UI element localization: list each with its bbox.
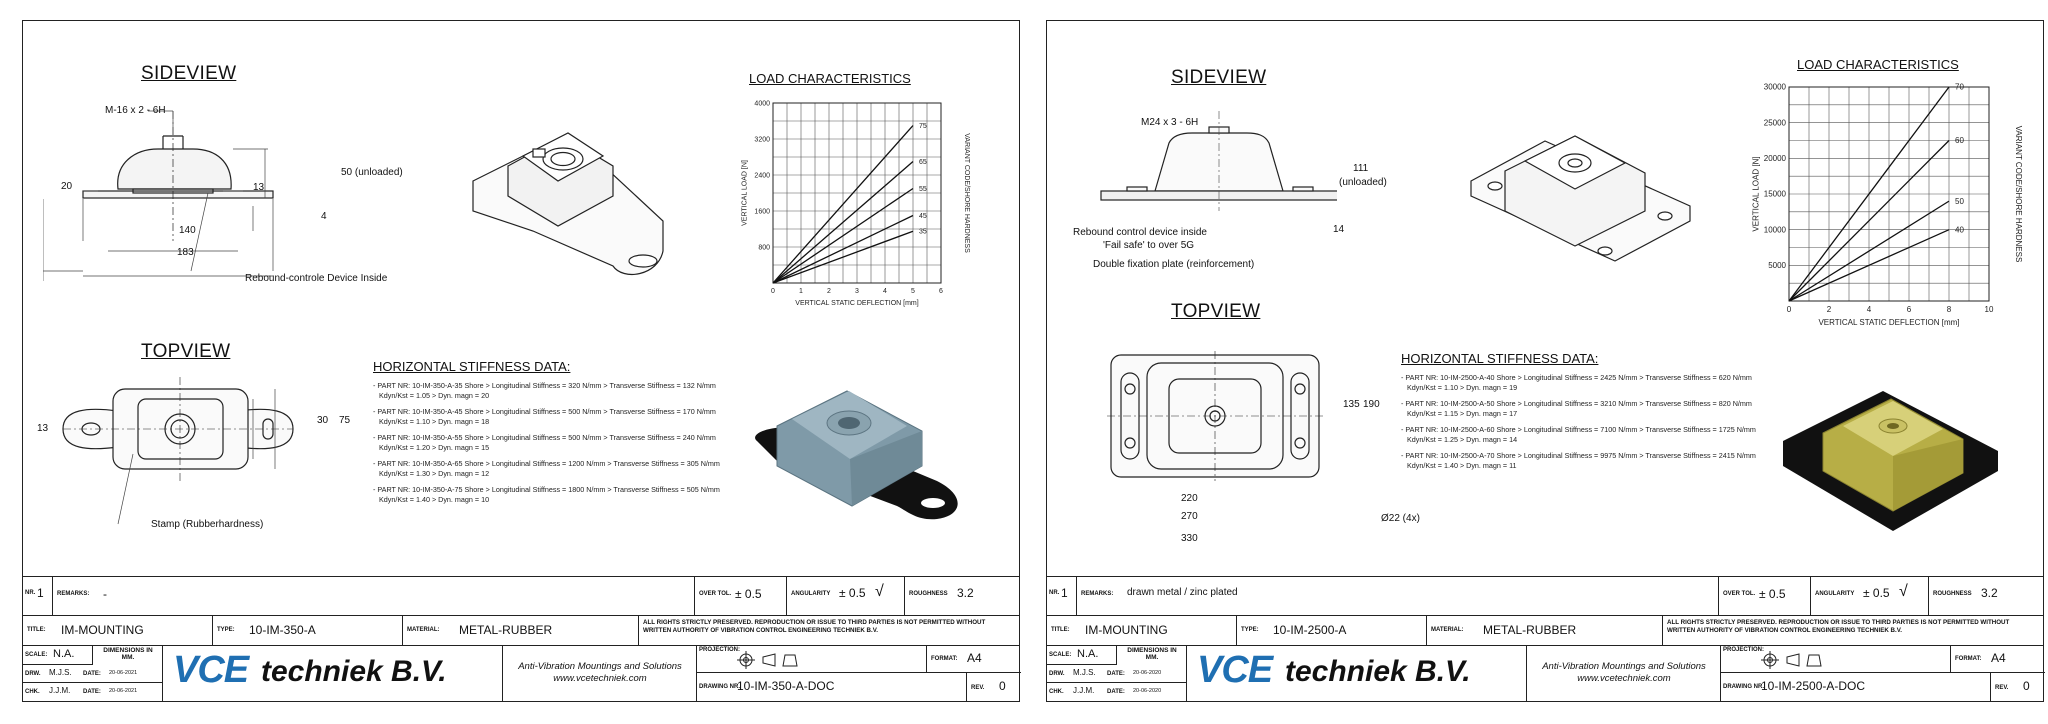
material-value: METAL-RUBBER [1483, 623, 1577, 637]
rev-value: 0 [999, 679, 1006, 693]
stiffness-kdyn: Kdyn/Kst = 1.40 > Dyn. magn = 11 [1407, 460, 1517, 470]
scale-label: SCALE: [1049, 652, 1072, 658]
title-label: TITLE: [1051, 627, 1070, 633]
dim-unloaded: (unloaded) [1339, 177, 1387, 188]
format-label: FORMAT: [1955, 656, 1982, 662]
render-3d-mount [737, 371, 977, 541]
material-label: MATERIAL: [1431, 627, 1464, 633]
topview-drawing [1107, 351, 1327, 511]
logo-vce: VCE [173, 649, 249, 691]
slogan: Anti-Vibration Mountings and Solutions [518, 661, 682, 672]
nr-label: NR. [25, 590, 36, 596]
chk-date: 20-06-2021 [109, 688, 138, 694]
rev-value: 0 [2023, 679, 2030, 693]
stiffness-line: - PART NR: 10-IM-350-A-75 Shore > Longitudinal Stiffness = 1800 N/mm > Transverse Stiffness = 505 N/mm [373, 485, 720, 494]
x-tick-label: 1 [799, 288, 803, 295]
stiffness-kdyn: Kdyn/Kst = 1.25 > Dyn. magn = 14 [1407, 434, 1518, 444]
format-label: FORMAT: [931, 656, 958, 662]
x-tick-label: 3 [855, 288, 859, 295]
title-block [1047, 576, 2043, 701]
drw-label: DRW. [25, 671, 41, 677]
drw-value: M.J.S. [49, 668, 72, 677]
y-tick-label: 2400 [754, 172, 770, 180]
format-value: A4 [967, 651, 982, 665]
series-label: 45 [919, 212, 927, 220]
x-tick-label: 2 [827, 288, 831, 295]
load-chart-left [739, 93, 979, 333]
y-tick-label: 10000 [1763, 225, 1786, 235]
load-chart-right [1733, 77, 2043, 327]
projection-label: PROJECTION: [699, 647, 741, 653]
stiffness-kdyn: Kdyn/Kst = 1.30 > Dyn. magn = 12 [379, 468, 490, 478]
chk-date-label: DATE: [1107, 689, 1125, 695]
type-label: TYPE: [1241, 627, 1259, 633]
series-label: 60 [1955, 136, 1964, 146]
y-tick-label: 30000 [1763, 82, 1786, 92]
angularity-value: ± 0.5 [1863, 586, 1890, 600]
dim-135: 135 [1343, 399, 1360, 410]
series-label: 40 [1955, 225, 1964, 235]
stiffness-line: - PART NR: 10-IM-350-A-55 Shore > Longitudinal Stiffness = 500 N/mm > Transverse Stiffness = 240 N/mm [373, 433, 716, 442]
sideview-title: SIDEVIEW [141, 63, 237, 84]
dim-4: 4 [321, 211, 327, 222]
series-label: 75 [919, 122, 927, 130]
dim-183: 183 [177, 247, 194, 258]
x-tick-label: 6 [939, 288, 943, 295]
stiffness-entry [373, 485, 743, 504]
projection-symbol-icon [737, 651, 807, 669]
drawing-nr-label: DRAWING NR. [699, 684, 740, 690]
dim-190: 190 [1363, 399, 1380, 410]
projection-label: PROJECTION: [1723, 647, 1765, 653]
chk-label: CHK. [1049, 689, 1064, 695]
dim-height: 111 [1353, 163, 1369, 174]
dim-30: 30 [317, 415, 329, 426]
stiffness-entry [1401, 425, 1781, 444]
rights-notice: ALL RIGHTS STRICTLY PRESERVED. REPRODUCTION OR ISSUE TO THIRD PARTIES IS NOT PERMITTED WITHOUT WRITTEN AUTHORITY OF VIBRATION CONTROL ENGINEERING TECHNIEK B.V. [643, 619, 986, 634]
x-axis-label: VERTICAL STATIC DEFLECTION [mm] [1818, 318, 1960, 327]
roughness-label: ROUGHNESS [1933, 591, 1972, 597]
isometric-drawing [463, 111, 693, 291]
stiffness-list [373, 381, 743, 511]
angularity-label: ANGULARITY [791, 591, 831, 597]
series-label: 55 [919, 185, 927, 193]
title-label: TITLE: [27, 627, 46, 633]
y-tick-label: 5000 [1768, 261, 1786, 270]
drw-date: 20-06-2020 [1133, 670, 1162, 676]
remarks-value: drawn metal / zinc plated [1127, 587, 1238, 598]
scale-label: SCALE: [25, 652, 48, 658]
dim-13: 13 [253, 182, 265, 193]
angularity-value: ± 0.5 [839, 586, 866, 600]
dim-140: 140 [179, 225, 196, 236]
sideview-title: SIDEVIEW [1171, 67, 1267, 88]
topview-title: TOPVIEW [141, 341, 231, 362]
load-chart-title: LOAD CHARACTERISTICS [749, 71, 911, 86]
stiffness-kdyn: Kdyn/Kst = 1.05 > Dyn. magn = 20 [379, 390, 490, 400]
tol-label: OVER TOL. [1723, 591, 1756, 597]
dimensions-note: DIMENSIONS IN MM. [1127, 647, 1177, 661]
dimensions-note: DIMENSIONS IN MM. [103, 647, 153, 661]
tol-label: OVER TOL. [699, 591, 732, 597]
x-tick-label: 10 [1984, 305, 1994, 314]
nr-value: 1 [37, 586, 44, 600]
fixation-note: Double fixation plate (reinforcement) [1093, 259, 1255, 270]
stiffness-list [1401, 373, 1781, 477]
projection-symbol-icon [1761, 651, 1831, 669]
stiffness-kdyn: Kdyn/Kst = 1.15 > Dyn. magn = 17 [1407, 408, 1518, 418]
stiffness-entry [373, 433, 743, 452]
chk-date: 20-06-2020 [1133, 688, 1162, 694]
remarks-value: - [103, 587, 107, 601]
stiffness-line: - PART NR: 10-IM-350-A-65 Shore > Longitudinal Stiffness = 1200 N/mm > Transverse Stiffness = 305 N/mm [373, 459, 720, 468]
drw-date: 20-06-2021 [109, 670, 138, 676]
series-label: 70 [1955, 82, 1964, 92]
dim-13-top: 13 [37, 423, 49, 434]
y-tick-label: 4000 [754, 100, 770, 108]
chk-date-label: DATE: [83, 689, 101, 695]
type-value: 10-IM-2500-A [1273, 623, 1347, 637]
y-tick-label: 1600 [754, 208, 770, 216]
title-value: IM-MOUNTING [61, 623, 144, 637]
stiffness-kdyn: Kdyn/Kst = 1.10 > Dyn. magn = 19 [1407, 382, 1518, 392]
rev-label: REV. [1995, 685, 2009, 691]
stiffness-entry [1401, 373, 1781, 392]
check-icon: √ [1899, 583, 1908, 600]
roughness-value: 3.2 [1981, 586, 1998, 600]
slogan: Anti-Vibration Mountings and Solutions [1542, 661, 1706, 672]
rights-notice: ALL RIGHTS STRICTLY PRESERVED. REPRODUCTION OR ISSUE TO THIRD PARTIES IS NOT PERMITTED WITHOUT WRITTEN AUTHORITY OF VIBRATION CONTROL ENGINEERING TECHNIEK B.V. [1667, 619, 2010, 634]
stiffness-entry [1401, 399, 1781, 418]
load-chart-title: LOAD CHARACTERISTICS [1797, 57, 1959, 72]
website: www.vcetechniek.com [553, 673, 647, 684]
stiffness-line: - PART NR: 10-IM-2500-A-50 Shore > Longitudinal Stiffness = 3210 N/mm > Transverse Stiffness = 820 N/mm [1401, 399, 1752, 408]
chk-value: J.J.M. [49, 686, 71, 695]
nr-label: NR. [1049, 590, 1060, 596]
tol-value: ± 0.5 [1759, 587, 1786, 601]
scale-value: N.A. [1077, 648, 1099, 660]
stiffness-entry [1401, 451, 1781, 470]
drw-date-label: DATE: [1107, 671, 1125, 677]
series-label: 35 [919, 228, 927, 236]
x-tick-label: 0 [771, 288, 775, 295]
rebound-note: Rebound-controle Device Inside [245, 273, 388, 284]
drw-label: DRW. [1049, 671, 1065, 677]
drawing-nr-value: 10-IM-2500-A-DOC [1761, 679, 1866, 693]
dim-270: 270 [1181, 511, 1198, 522]
dim-330: 330 [1181, 533, 1198, 544]
format-value: A4 [1991, 651, 2006, 665]
dim-20: 20 [61, 181, 73, 192]
type-value: 10-IM-350-A [249, 623, 316, 637]
stiffness-kdyn: Kdyn/Kst = 1.40 > Dyn. magn = 10 [379, 494, 490, 504]
x-tick-label: 4 [883, 288, 887, 295]
y-axis-label: VERTICAL LOAD [N] [1751, 156, 1761, 232]
series-label: 50 [1955, 196, 1964, 206]
stiffness-entry [373, 407, 743, 426]
scale-value: N.A. [53, 648, 75, 660]
stiffness-title: HORIZONTAL STIFFNESS DATA: [1401, 351, 1599, 366]
drawing-sheet-left [22, 20, 1020, 702]
stiffness-line: - PART NR: 10-IM-350-A-35 Shore > Longitudinal Stiffness = 320 N/mm > Transverse Stiffness = 132 N/mm [373, 381, 716, 390]
chk-label: CHK. [25, 689, 40, 695]
x-tick-label: 4 [1866, 305, 1872, 314]
right-axis-label: VARIANT CODE/SHORE HARDNESS [2014, 125, 2024, 263]
tol-value: ± 0.5 [735, 587, 762, 601]
check-icon: √ [875, 583, 884, 600]
stiffness-entry [373, 459, 743, 478]
topview-title: TOPVIEW [1171, 301, 1261, 322]
dim-thread: M24 x 3 - 6H [1141, 117, 1199, 128]
drw-date-label: DATE: [83, 671, 101, 677]
stiffness-line: - PART NR: 10-IM-2500-A-70 Shore > Longitudinal Stiffness = 9975 N/mm > Transverse Stiffness = 2415 N/mm [1401, 451, 1756, 460]
x-tick-label: 5 [911, 288, 915, 295]
sideview-drawing [1097, 111, 1337, 231]
logo-company: techniek B.V. [1285, 655, 1471, 688]
stiffness-entry [373, 381, 743, 400]
stiffness-line: - PART NR: 10-IM-2500-A-60 Shore > Longitudinal Stiffness = 7100 N/mm > Transverse Stiffness = 1725 N/mm [1401, 425, 1756, 434]
logo-company: techniek B.V. [261, 655, 447, 688]
title-value: IM-MOUNTING [1085, 623, 1168, 637]
material-value: METAL-RUBBER [459, 623, 553, 637]
x-axis-label: VERTICAL STATIC DEFLECTION [mm] [795, 300, 919, 307]
remarks-label: REMARKS: [57, 591, 90, 597]
angularity-label: ANGULARITY [1815, 591, 1855, 597]
title-block [23, 576, 1019, 701]
stamp-note: Stamp (Rubberhardness) [151, 519, 264, 530]
stiffness-title: HORIZONTAL STIFFNESS DATA: [373, 359, 571, 374]
rev-label: REV. [971, 685, 985, 691]
y-axis-label: VERTICAL LOAD [N] [741, 160, 749, 226]
x-tick-label: 2 [1826, 305, 1832, 314]
y-tick-label: 20000 [1763, 154, 1786, 163]
dim-14: 14 [1333, 224, 1345, 235]
logo-vce: VCE [1197, 649, 1273, 691]
right-axis-label: VARIANT CODE/SHORE HARDNESS [962, 133, 970, 253]
nr-value: 1 [1061, 586, 1068, 600]
website: www.vcetechniek.com [1577, 673, 1671, 684]
drawing-sheet-right [1046, 20, 2044, 702]
dim-75: 75 [339, 415, 351, 426]
topview-drawing [43, 369, 303, 529]
isometric-drawing [1465, 111, 1695, 281]
stiffness-line: - PART NR: 10-IM-350-A-45 Shore > Longitudinal Stiffness = 500 N/mm > Transverse Stiffness = 170 N/mm [373, 407, 716, 416]
series-label: 65 [919, 158, 927, 166]
dim-thread: M-16 x 2 - 6H [105, 105, 166, 116]
y-tick-label: 25000 [1763, 118, 1786, 128]
drawing-nr-value: 10-IM-350-A-DOC [737, 679, 835, 693]
dim-height: 50 (unloaded) [341, 167, 403, 178]
x-tick-label: 8 [1946, 305, 1952, 314]
y-tick-label: 3200 [754, 136, 770, 144]
roughness-value: 3.2 [957, 586, 974, 600]
hole-note: Ø22 (4x) [1381, 513, 1420, 524]
dim-220: 220 [1181, 493, 1198, 504]
render-3d-mount [1773, 371, 2013, 551]
drawing-nr-label: DRAWING NR. [1723, 684, 1764, 690]
stiffness-line: - PART NR: 10-IM-2500-A-40 Shore > Longitudinal Stiffness = 2425 N/mm > Transverse Stiffness = 620 N/mm [1401, 373, 1752, 382]
type-label: TYPE: [217, 627, 235, 633]
y-tick-label: 15000 [1763, 189, 1786, 199]
stiffness-kdyn: Kdyn/Kst = 1.20 > Dyn. magn = 15 [379, 442, 490, 452]
chk-value: J.J.M. [1073, 686, 1095, 695]
rebound-note: Rebound control device inside [1073, 227, 1207, 238]
y-tick-label: 800 [758, 244, 770, 252]
remarks-label: REMARKS: [1081, 591, 1114, 597]
failsafe-note: 'Fail safe' to over 5G [1103, 240, 1195, 251]
sideview-drawing [43, 91, 343, 291]
material-label: MATERIAL: [407, 627, 440, 633]
x-tick-label: 6 [1906, 305, 1912, 314]
stiffness-kdyn: Kdyn/Kst = 1.10 > Dyn. magn = 18 [379, 416, 490, 426]
drw-value: M.J.S. [1073, 668, 1096, 677]
x-tick-label: 0 [1786, 305, 1792, 314]
roughness-label: ROUGHNESS [909, 591, 948, 597]
